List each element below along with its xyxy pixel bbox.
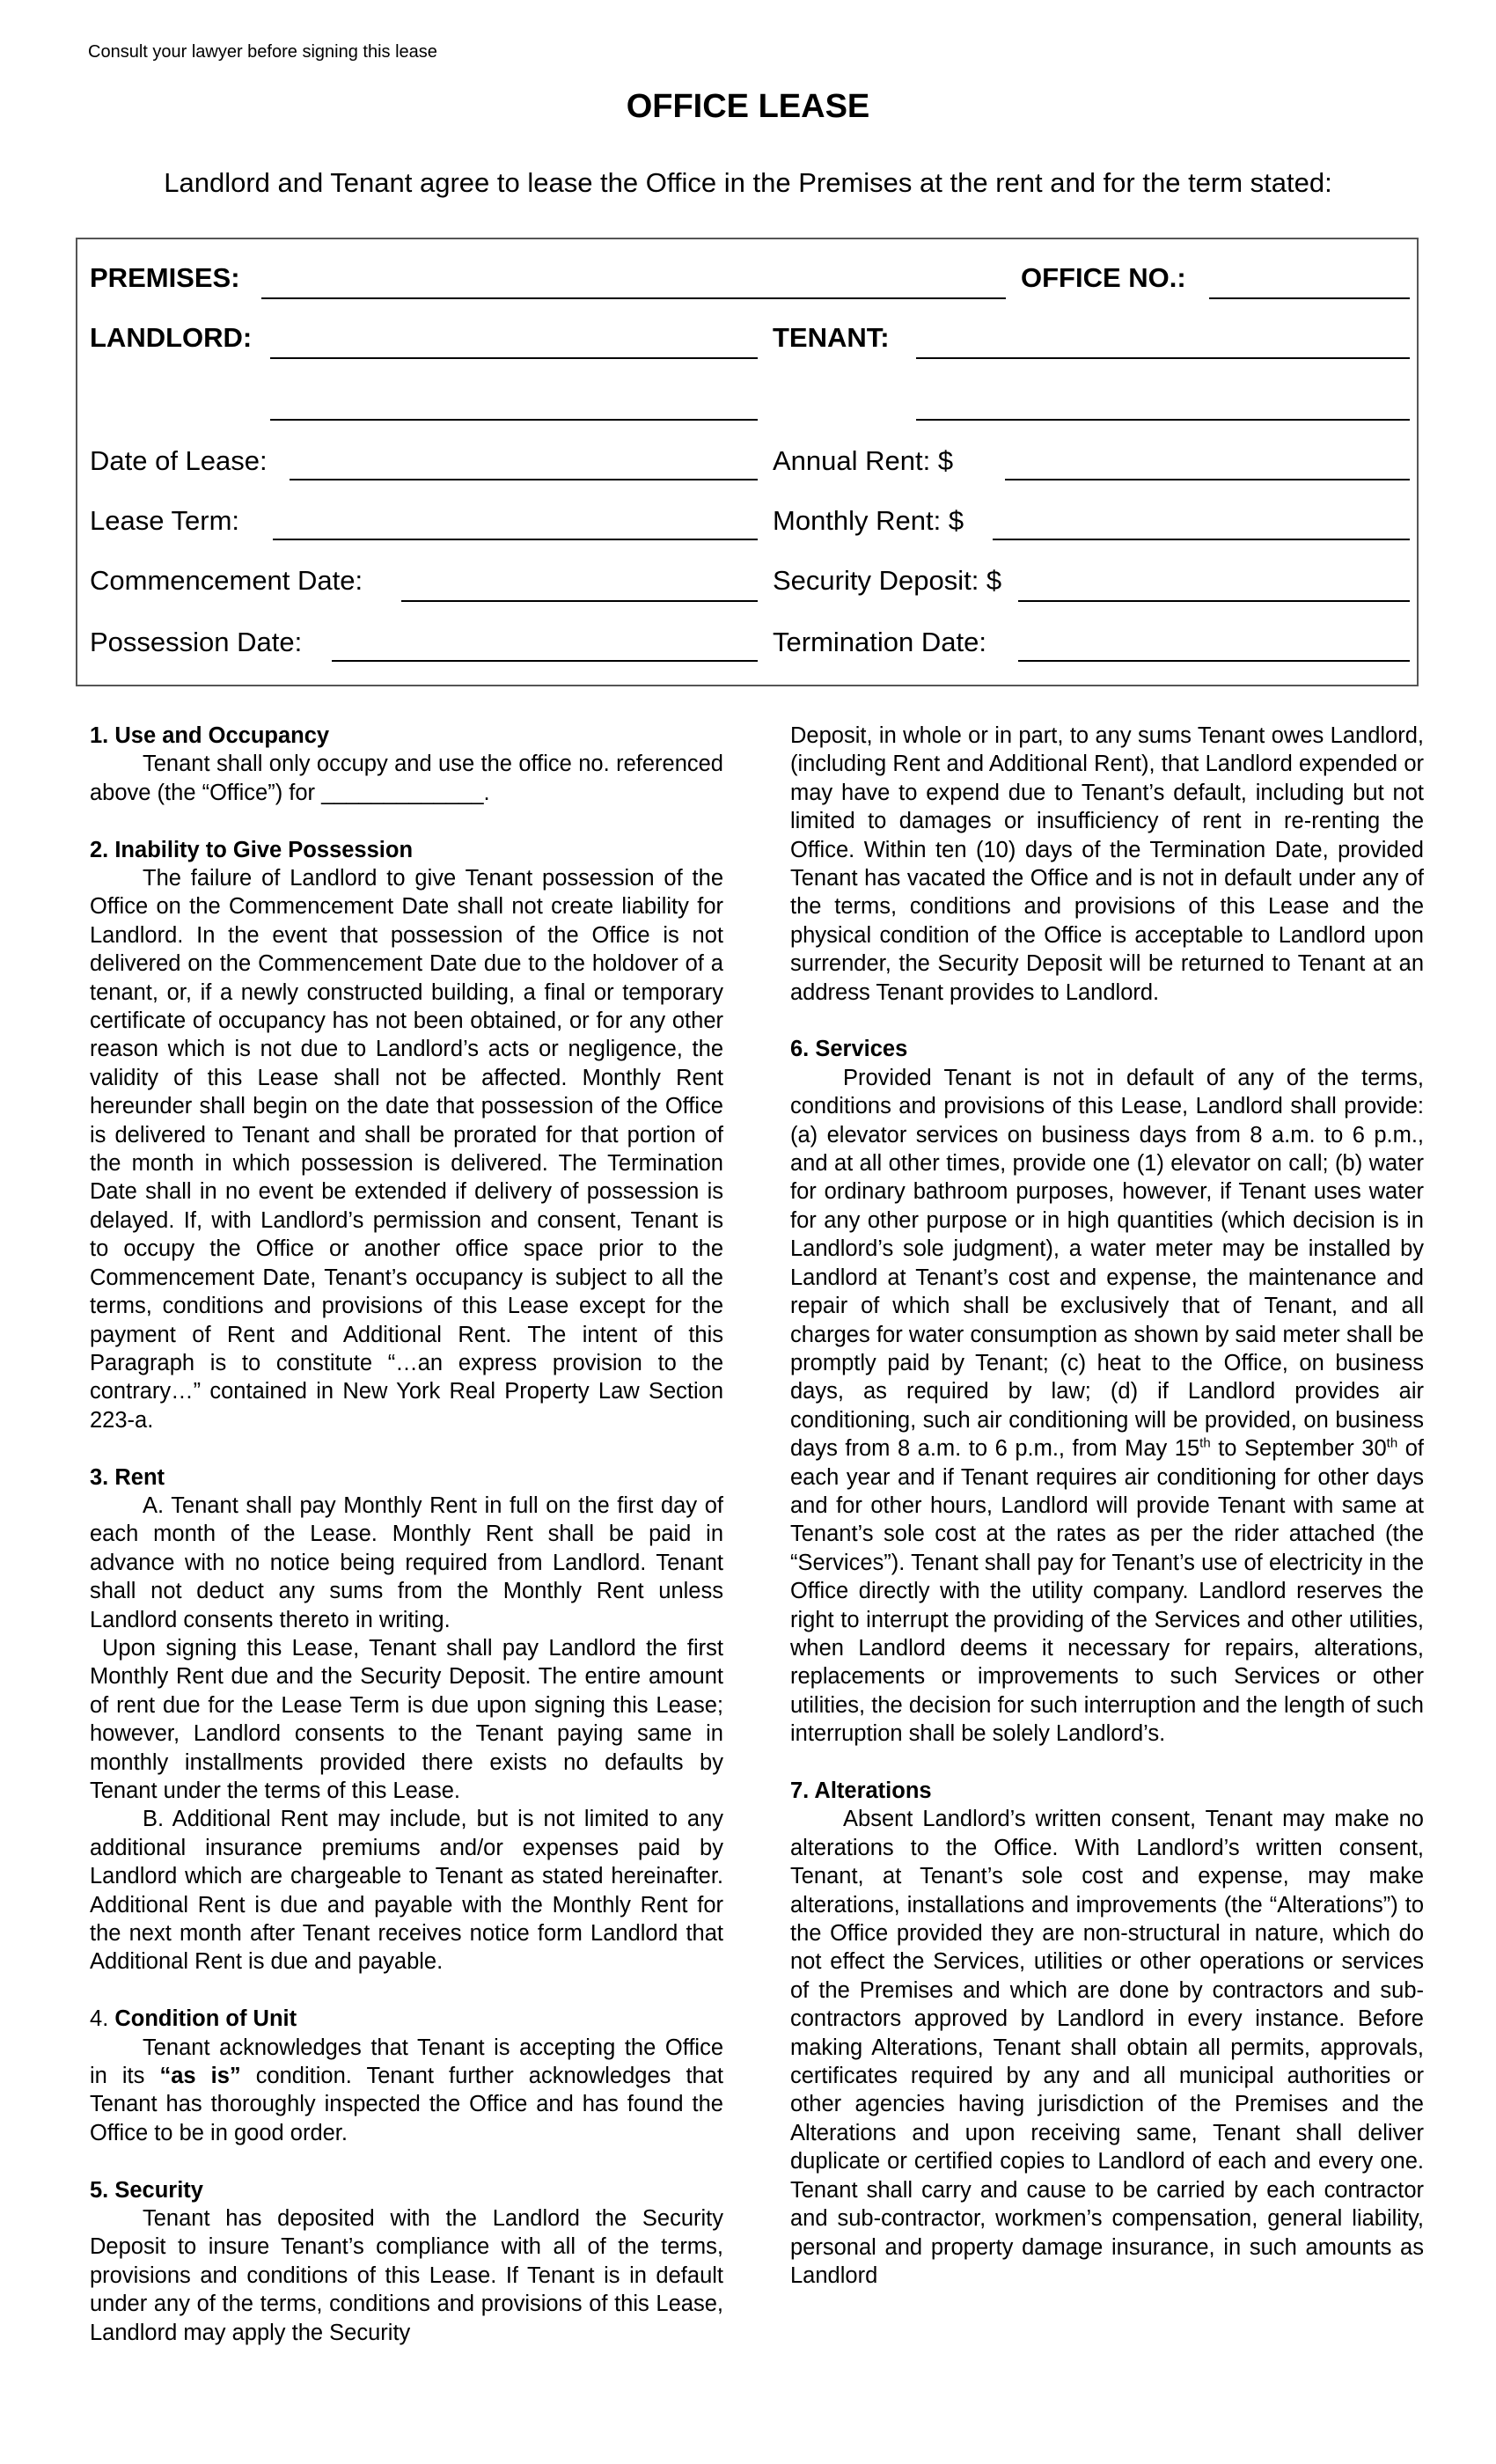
annual-rent-field[interactable] — [1005, 479, 1410, 480]
section-paragraph: A. Tenant shall pay Monthly Rent in full on the first day of each month of the Lease. Monthly Rent shall be paid in advance with no notice being required from Landlord. Tenant shall not deduct any sums from the Monthly Rent unless Landlord consents thereto in writing. — [90, 1492, 723, 1632]
landlord-field-1[interactable] — [270, 357, 758, 359]
tenant-field-2[interactable] — [916, 419, 1410, 421]
section-paragraph: Tenant has deposited with the Landlord the Security Deposit to insure Tenant’s compliance with all of the terms, provisions and conditions of this Lease. If Tenant is in default under any of the terms, conditions and provisions of this Lease, Landlord may apply the Security — [90, 2206, 723, 2345]
section-heading: 7. Alterations — [790, 1778, 932, 1803]
section-paragraph: Absent Landlord’s written consent, Tenant may make no alterations to the Office. With Landlord’s written consent, Tenant, at Tenant’s sole cost and expense, may make alterations, installations and improvements (the “Alterations”) to the Office provided they are non-structural in nature, which do not effect the Services, utilities or other operations or services of the Premises and which are done by contractors and sub-contractors approved by Landlord in every instance. Before making Alterations, Tenant shall obtain all permits, approvals, certificates required by any and all municipal authorities or other agencies having jurisdiction of the Premises and the Alterations and upon receiving same, Tenant shall deliver duplicate or certified copies to Landlord of each and every one. Tenant shall carry and cause to be carried by each contractor and sub-contractor, workmen’s compensation, general liability, personal and property damage insurance, in such amounts as Landlord — [790, 1807, 1424, 2288]
lease-info-box — [76, 238, 1419, 686]
section-heading: 1. Use and Occupancy — [90, 723, 330, 748]
page-subtitle: Landlord and Tenant agree to lease the Office in the Premises at the rent and for the term stated: — [164, 167, 1332, 198]
tenant-field-1[interactable] — [916, 357, 1410, 359]
section-paragraph: The failure of Landlord to give Tenant possession of the Office on the Commencement Date shall not create liability for Landlord. In the event that possession of the Office is not delivered on the Commencement Date due to the holdover of a tenant, or, if a newly constructed building, a final or temporary certificate of occupancy has not been obtained, or for any other reason which is not due to Landlord’s acts or negligence, the validity of this Lease shall not be affected. Monthly Rent hereunder shall begin on the date that possession of the Office is delivered to Tenant and shall be prorated for that portion of the month in which possession is delivered. The Termination Date shall in no event be extended if delivery of possession is delayed. If, with Landlord’s permission and consent, Tenant is to occupy the Office or another office space prior to the Commencement Date, Tenant’s occupancy is subject to all the terms, conditions and provisions of this Lease except for the payment of Rent and Additional Rent. The intent of this Paragraph is to constitute “…an express provision to the contrary…” contained in New York Real Property Law Section 223-a. — [90, 866, 723, 1433]
consult-notice: Consult your lawyer before signing this lease — [88, 42, 437, 62]
annual-rent-label: Annual Rent: $ — [773, 445, 954, 476]
lease-term-label: Lease Term: — [90, 505, 240, 536]
as-is-emphasis: “as is” — [159, 2064, 241, 2089]
section-use-and-occupancy — [90, 722, 723, 807]
section-alterations — [790, 1777, 1424, 2290]
left-column — [90, 722, 723, 2375]
possession-date-field[interactable] — [332, 660, 758, 662]
right-column — [790, 722, 1424, 2319]
section-paragraph: Provided Tenant is not in default of any of the terms, conditions and provisions of this Lease, Landlord shall provide: (a) elevator services on business days from 8 a.m. to 6 p.m., and at all other times, provide one (1) elevator on call; (b) water for ordinary bathroom purposes, however, if Tenant uses water for any other purpose or in high quantities (which decision is in Landlord’s sole judgment), a water meter may be installed by Landlord at Tenant’s cost and expense, the maintenance and repair of which shall be exclusively that of Tenant, and all charges for water consumption as shown by said meter shall be promptly paid by Tenant; (c) heat to the Office, on business days, as required by law; (d) if Landlord provides air conditioning, such air conditioning will be provided, on business days from 8 a.m. to 6 p.m., from May 15th to September 30th of each year and if Tenant requires air conditioning for other days and for other hours, Landlord will provide Tenant with same at Tenant’s sole cost at the rates as per the rider attached (the “Services”). Tenant shall pay for Tenant’s use of electricity in the Office directly with the utility company. Landlord reserves the right to interrupt the providing of the Services and other utilities, when Landlord deems it necessary for repairs, alterations, replacements or improvements to such Services or other utilities, the decision for such interruption and the length of such interruption shall be solely Landlord’s. — [790, 1065, 1424, 1747]
page-title: OFFICE LEASE — [626, 88, 870, 125]
premises-field[interactable] — [261, 297, 1006, 299]
monthly-rent-field[interactable] — [993, 539, 1410, 540]
security-deposit-label: Security Deposit: $ — [773, 565, 1002, 596]
section-security — [90, 2176, 723, 2347]
possession-date-label: Possession Date: — [90, 627, 303, 657]
landlord-field-2[interactable] — [270, 419, 758, 421]
landlord-label: LANDLORD: — [90, 322, 253, 353]
premises-label: PREMISES: — [90, 262, 240, 293]
section-heading-text: Condition of Unit — [114, 2006, 297, 2032]
office-no-label: OFFICE NO.: — [1021, 262, 1186, 293]
section-paragraph: B. Additional Rent may include, but is not limited to any additional insurance premiums and/or expenses paid by Landlord which are chargeable to Tenant as stated hereinafter. Additional Rent is due and payable with the Monthly Rent for the next month after Tenant receives notice form Landlord that Additional Rent is due and payable. — [90, 1807, 723, 1975]
termination-date-label: Termination Date: — [773, 627, 986, 657]
section-heading: 6. Services — [790, 1037, 908, 1062]
section-paragraph: Tenant shall only occupy and use the office no. referenced above (the “Office”) for _____________. — [90, 752, 723, 805]
monthly-rent-label: Monthly Rent: $ — [773, 505, 964, 536]
commencement-date-label: Commencement Date: — [90, 565, 363, 596]
section-heading: 4. Condition of Unit — [90, 2006, 297, 2032]
section-condition-of-unit — [90, 2005, 723, 2147]
section-paragraph: Deposit, in whole or in part, to any sums Tenant owes Landlord, (including Rent and Additional Rent), that Landlord expended or may have to expend due to Tenant’s default, including but not limited to damages or insufficiency of rent in re-renting the Office. Within ten (10) days of the Termination Date, provided Tenant has vacated the Office and is not in default under any of the terms, conditions and provisions of this Lease and the physical condition of the Office is acceptable to Landlord upon surrender, the Security Deposit will be returned to Tenant at an address Tenant provides to Landlord. — [790, 723, 1424, 1005]
commencement-date-field[interactable] — [401, 600, 758, 602]
security-deposit-field[interactable] — [1018, 600, 1410, 602]
section-paragraph: Upon signing this Lease, Tenant shall pay Landlord the first Monthly Rent due and the Security Deposit. The entire amount of rent due for the Lease Term is due upon signing this Lease; however, Landlord consents to the Tenant paying same in monthly installments provided there exists no defaults by Tenant under the terms of this Lease. — [90, 1635, 723, 1803]
date-of-lease-label: Date of Lease: — [90, 445, 268, 476]
tenant-label: TENANT: — [773, 322, 890, 353]
termination-date-field[interactable] — [1018, 660, 1410, 662]
section-rent — [90, 1463, 723, 1976]
section-inability-to-give-possession — [90, 836, 723, 1435]
section-heading: 5. Security — [90, 2177, 203, 2203]
section-heading: 3. Rent — [90, 1464, 165, 1490]
section-services — [790, 1035, 1424, 1748]
section-heading: 2. Inability to Give Possession — [90, 837, 414, 862]
section-paragraph: Tenant acknowledges that Tenant is accepting the Office in its “as is” condition. Tenant further acknowledges that Tenant has thoroughly inspected the Office and has found the Office to be in good order. — [90, 2035, 723, 2145]
section-security-continued — [790, 722, 1424, 1007]
date-of-lease-field[interactable] — [290, 479, 758, 480]
lease-term-field[interactable] — [273, 539, 758, 540]
office-no-field[interactable] — [1209, 297, 1410, 299]
section-number: 4 — [90, 2006, 103, 2032]
